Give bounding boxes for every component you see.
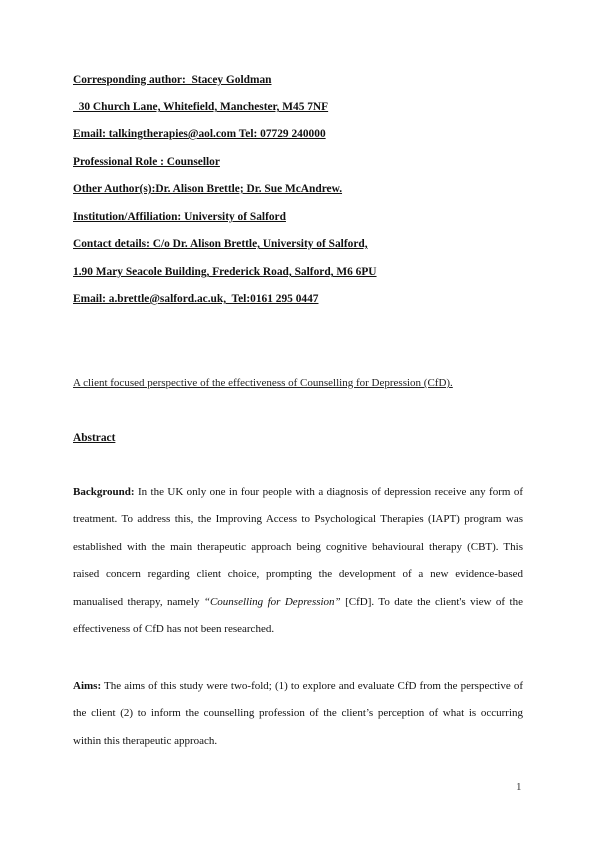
institution-affiliation: Institution/Affiliation: University of Salford xyxy=(73,211,286,223)
aims-text: The aims of this study were two-fold; (1) to explore and evaluate CfD from the perspective of the client (2) to inform the counselling profession of the client’s perception of what is occurring within this therapeutic approach. xyxy=(73,680,523,747)
background-paragraph xyxy=(73,479,523,643)
background-emphasis: “Counselling for Depression” xyxy=(203,595,341,608)
professional-role: Professional Role : Counsellor xyxy=(73,156,220,168)
aims-label: Aims: xyxy=(73,680,102,692)
background-text-before: In the UK only one in four people with a diagnosis of depression receive any form of treatment. To address this, the Improving Access to Psychological Therapies (IAPT) program was established with the main therapeutic approach being cognitive behavioural therapy (CBT). This raised concern regarding client choice, prompting the development of a new evidence-based manualised therapy, namely xyxy=(73,486,523,608)
background-label: Background: xyxy=(73,486,135,498)
page-number: 1 xyxy=(516,781,522,793)
author-email-tel: Email: talkingtherapies@aol.com Tel: 07729 240000 xyxy=(73,128,326,140)
contact-details-line2: 1.90 Mary Seacole Building, Frederick Road, Salford, M6 6PU xyxy=(73,266,377,278)
corresponding-author: Corresponding author: Stacey Goldman xyxy=(73,74,272,86)
paper-title: A client focused perspective of the effectiveness of Counselling for Depression (CfD). xyxy=(73,377,453,389)
contact-email-tel: Email: a.brettle@salford.ac.uk, Tel:0161 295 0447 xyxy=(73,293,319,305)
other-authors: Other Author(s):Dr. Alison Brettle; Dr. Sue McAndrew. xyxy=(73,183,343,195)
aims-paragraph xyxy=(73,673,523,755)
contact-details-line1: Contact details: C/o Dr. Alison Brettle, University of Salford, xyxy=(73,238,368,250)
background-text-after: [CfD]. To date the client's view of the effectiveness of CfD has not been researched. xyxy=(73,595,523,636)
author-address: 30 Church Lane, Whitefield, Manchester, M45 7NF xyxy=(73,101,329,113)
abstract-heading: Abstract xyxy=(73,432,116,444)
